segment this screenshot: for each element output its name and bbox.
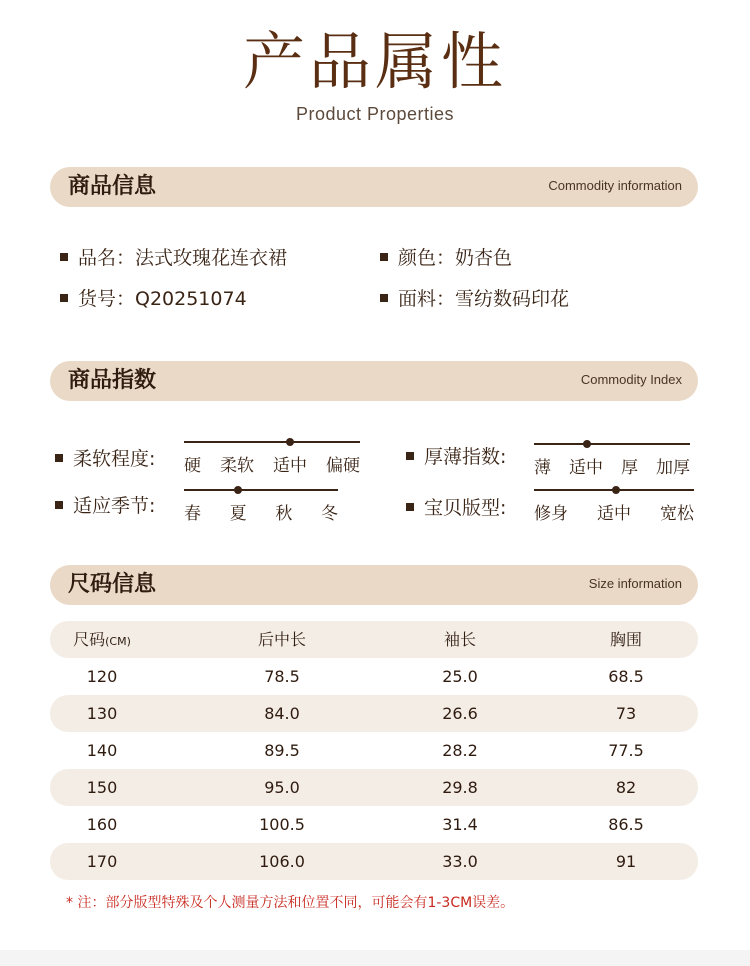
index-softness-label-text: 柔软程度:: [73, 448, 156, 470]
section-subtitle: Size information: [588, 576, 682, 591]
header-size: [50, 621, 154, 660]
table-row: [50, 769, 698, 806]
scale-option: 宽松: [660, 504, 694, 524]
page-subtitle: Product Properties: [295, 104, 455, 124]
info-fabric-text: 面料：雪纺数码印花: [398, 288, 570, 310]
scale-option: 柔软: [220, 456, 254, 476]
cell-sleeve: 29.8: [442, 778, 478, 797]
header-length: 后中长: [257, 630, 306, 649]
cell-size: 150: [86, 778, 118, 797]
scale-option: 秋: [275, 504, 293, 524]
index-season-label-text: 适应季节:: [73, 495, 156, 517]
table-header-row: [50, 621, 698, 658]
scale-option: 夏: [229, 504, 247, 524]
cell-size: 120: [86, 667, 118, 686]
measurement-note: * 注：部分版型特殊及个人测量方法和位置不同，可能会有1-3CM误差。: [66, 895, 515, 911]
scale-marker: [612, 486, 620, 494]
scale-line: [184, 441, 360, 443]
cell-length: 100.5: [259, 815, 305, 834]
section-subtitle: Commodity Index: [580, 372, 682, 387]
scale-option: 修身: [534, 504, 568, 524]
bullet-icon: [406, 503, 414, 511]
cell-length: 78.5: [264, 667, 300, 686]
cell-sleeve: 28.2: [442, 741, 478, 760]
header-sleeve: 袖长: [443, 630, 476, 649]
bullet-icon: [380, 253, 388, 261]
section-title: 商品指数: [68, 368, 157, 393]
index-thickness-label-text: 厚薄指数:: [424, 446, 507, 468]
info-name: [60, 245, 287, 271]
bullet-icon: [60, 253, 68, 261]
info-color-text: 颜色：奶杏色: [398, 247, 513, 269]
index-fit-scale: [534, 489, 694, 525]
cell-chest: 68.5: [608, 667, 644, 686]
info-sku: [60, 286, 247, 312]
table-row: [50, 843, 698, 880]
cell-chest: 73: [615, 704, 637, 723]
section-title: 尺码信息: [68, 572, 157, 597]
section-subtitle: Commodity information: [548, 178, 682, 193]
info-sku-text: 货号：Q20251074: [78, 288, 247, 310]
table-row: [50, 695, 698, 732]
scale-option: 厚: [621, 458, 638, 478]
section-size-info: [50, 565, 698, 605]
table-row: [50, 658, 698, 695]
scale-option: 硬: [184, 456, 201, 476]
cell-length: 89.5: [264, 741, 300, 760]
info-color: [380, 245, 512, 271]
header-size-text: 尺码: [73, 630, 106, 649]
cell-sleeve: 31.4: [442, 815, 478, 834]
scale-option: 偏硬: [326, 456, 360, 476]
scale-option: 适中: [597, 504, 631, 524]
index-softness-scale: [184, 441, 360, 477]
size-table: [50, 621, 698, 880]
info-fabric: [380, 286, 569, 312]
table-row: [50, 806, 698, 843]
bottom-divider: [0, 950, 750, 966]
section-commodity-info: [50, 167, 698, 207]
index-fit-label: [406, 495, 506, 521]
bullet-icon: [55, 501, 63, 509]
scale-line: [184, 489, 338, 491]
index-thickness-label: [406, 444, 506, 470]
cell-size: 140: [86, 741, 118, 760]
page-title: 产品属性: [242, 25, 507, 98]
bullet-icon: [380, 294, 388, 302]
scale-marker: [234, 486, 242, 494]
cell-length: 95.0: [264, 778, 300, 797]
section-title: 商品信息: [68, 174, 157, 199]
scale-option: 薄: [534, 458, 551, 478]
cell-length: 106.0: [259, 852, 305, 871]
cell-size: 170: [86, 852, 118, 871]
index-fit-label-text: 宝贝版型:: [424, 497, 507, 519]
index-season-scale: [184, 489, 338, 525]
cell-size: 130: [86, 704, 118, 723]
bullet-icon: [60, 294, 68, 302]
cell-chest: 91: [615, 852, 637, 871]
cell-length: 84.0: [264, 704, 300, 723]
index-season-label: [55, 493, 155, 519]
scale-marker: [286, 438, 294, 446]
scale-line: [534, 443, 690, 445]
index-softness-label: [55, 446, 155, 472]
scale-option: 冬: [320, 504, 338, 524]
bullet-icon: [55, 454, 63, 462]
bullet-icon: [406, 452, 414, 460]
scale-option: 加厚: [656, 458, 690, 478]
cell-size: 160: [86, 815, 118, 834]
scale-option: 春: [184, 504, 201, 524]
header-chest: 胸围: [609, 630, 642, 649]
scale-option: 适中: [273, 456, 307, 476]
scale-option: 适中: [569, 458, 603, 478]
cell-sleeve: 25.0: [442, 667, 478, 686]
cell-sleeve: 26.6: [442, 704, 478, 723]
info-name-text: 品名：法式玫瑰花连衣裙: [78, 247, 288, 269]
scale-marker: [583, 440, 591, 448]
cell-chest: 86.5: [608, 815, 644, 834]
cell-chest: 82: [615, 778, 637, 797]
cell-sleeve: 33.0: [442, 852, 478, 871]
table-row: [50, 732, 698, 769]
header-size-unit: (CM): [105, 635, 131, 648]
section-commodity-index: [50, 361, 698, 401]
cell-chest: 77.5: [608, 741, 644, 760]
index-thickness-scale: [534, 443, 690, 479]
